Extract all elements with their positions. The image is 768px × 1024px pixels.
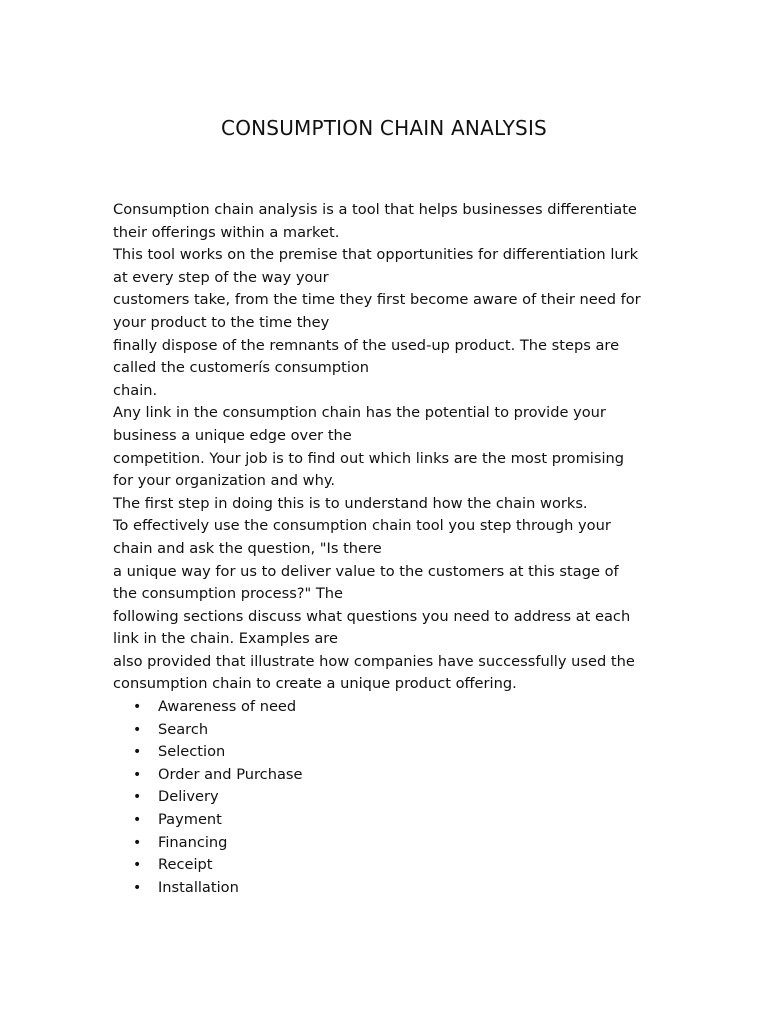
list-item xyxy=(113,854,673,877)
text-line: a unique way for us to deliver value to the customers at this stage of xyxy=(113,562,619,580)
bullet-icon: • xyxy=(133,789,142,806)
bullet-icon: • xyxy=(133,721,142,738)
list-item xyxy=(113,832,673,855)
text-line: link in the chain. Examples are xyxy=(113,630,338,648)
list-item-label: Financing xyxy=(158,833,228,851)
list-item xyxy=(113,877,673,900)
list-item-label: Payment xyxy=(158,811,222,829)
bullet-icon: • xyxy=(133,834,142,851)
text-line: To effectively use the consumption chain tool you step through your xyxy=(113,517,611,535)
text-line: competition. Your job is to find out which links are the most promising xyxy=(113,449,625,467)
text-line: This tool works on the premise that opportunities for differentiation lurk xyxy=(113,246,639,264)
list-item-label: Installation xyxy=(158,878,239,896)
list-item xyxy=(113,809,673,832)
text-line: customers take, from the time they first become aware of their need for xyxy=(113,291,641,309)
list-item xyxy=(113,696,673,719)
text-line: chain and ask the question, "Is there xyxy=(113,539,382,557)
consumption-steps-list xyxy=(113,696,673,899)
text-line: their offerings within a market. xyxy=(113,223,340,241)
list-item-label: Selection xyxy=(158,743,226,761)
text-line: also provided that illustrate how companies have successfully used the xyxy=(113,652,635,670)
bullet-icon: • xyxy=(133,744,142,761)
list-item-label: Receipt xyxy=(158,856,213,874)
text-line: at every step of the way your xyxy=(113,268,329,286)
list-item xyxy=(113,741,673,764)
bullet-icon: • xyxy=(133,699,142,716)
bullet-icon: • xyxy=(133,857,142,874)
list-item xyxy=(113,719,673,742)
text-line: The first step in doing this is to understand how the chain works. xyxy=(113,494,588,512)
bullet-icon: • xyxy=(133,766,142,783)
list-item-label: Order and Purchase xyxy=(158,765,303,783)
text-line: Consumption chain analysis is a tool that helps businesses differentiate xyxy=(113,201,637,218)
text-line: your product to the time they xyxy=(113,313,330,331)
list-item-label: Delivery xyxy=(158,788,219,806)
text-line: finally dispose of the remnants of the used-up product. The steps are xyxy=(113,336,620,354)
bullet-icon: • xyxy=(133,812,142,829)
text-line: consumption chain to create a unique product offering. xyxy=(113,675,517,693)
list-item xyxy=(113,764,673,787)
text-line: for your organization and why. xyxy=(113,472,336,490)
list-item xyxy=(113,786,673,809)
text-line: called the customerís consumption xyxy=(113,359,370,377)
text-line: Any link in the consumption chain has the potential to provide your xyxy=(113,404,606,422)
text-line: business a unique edge over the xyxy=(113,426,352,444)
body-paragraph xyxy=(113,199,673,696)
bullet-icon: • xyxy=(133,879,142,896)
list-item-label: Awareness of need xyxy=(158,698,297,716)
text-line: the consumption process?" The xyxy=(113,585,344,603)
page-title: CONSUMPTION CHAIN ANALYSIS xyxy=(221,116,547,140)
document-body xyxy=(113,199,673,899)
list-item-label: Search xyxy=(158,720,209,738)
text-line: chain. xyxy=(113,381,158,399)
text-line: following sections discuss what questions you need to address at each xyxy=(113,607,631,625)
